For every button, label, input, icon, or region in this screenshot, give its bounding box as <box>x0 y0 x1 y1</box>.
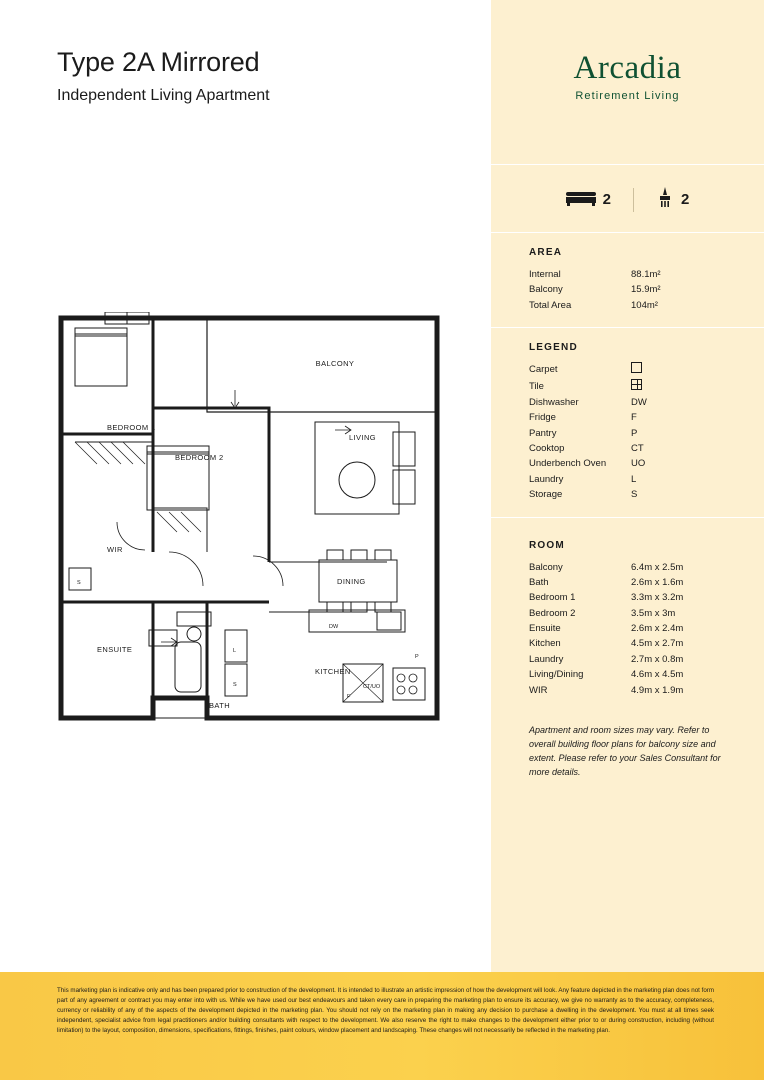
brand-block <box>491 0 764 102</box>
legend-label: Storage <box>529 489 563 501</box>
room-row <box>529 621 726 636</box>
legend-row <box>529 472 726 487</box>
brand-name: Arcadia <box>573 50 682 86</box>
area-row <box>529 282 726 297</box>
plan-label-bedroom1: BEDROOM 1 <box>107 423 156 432</box>
disclaimer-text: This marketing plan is indicative only and has been prepared prior to construction of the development. It is intended to illustrate an artistic impression of how the development will look. Any feature depicted in the marketing plan does not form part of any agreement or contract you may enter into with us. While we have used our best endeavours and taken every care in preparing the marketing plan to ensure its accuracy, we give no warranty as to the accuracy, completeness, currency or reliability of any of the aspects of the development depicted in the marketing plan. You should not rely on the marketing plan in making any decision to purchase a dwelling in the development. You must at all times seek independent, specialist advice from legal practitioners and/or building consultants with respect to the development. We also reserve the right to make changes to the development either prior to or during construction, including (without limitation) to the layout, composition, dimensions, specifications, fittings, finishes, paint colours, window placement and landscaping. These changes will not necessarily be reflected in the marketing plan. <box>57 987 714 1035</box>
room-value: 2.6m x 2.4m <box>631 623 684 634</box>
room-row <box>529 606 726 621</box>
floor-plan-drawing <box>57 312 441 732</box>
plan-label-dw: DW <box>329 624 339 630</box>
legend-label: Laundry <box>529 473 564 485</box>
features-row <box>491 165 764 232</box>
info-panel <box>490 0 764 1080</box>
legend-value: L <box>631 473 637 485</box>
room-row <box>529 683 726 698</box>
legend-label: Dishwasher <box>529 396 579 408</box>
plan-label-living: LIVING <box>349 433 376 442</box>
legend-row <box>529 362 726 378</box>
plan-label-ctuo: CT/UO <box>363 684 381 690</box>
legend-section <box>491 328 764 516</box>
legend-value: S <box>631 489 638 501</box>
room-value: 3.5m x 3m <box>631 607 676 619</box>
area-label: Internal <box>529 269 561 280</box>
room-section <box>491 518 764 712</box>
legend-value: DW <box>631 396 647 408</box>
room-value: 4.9m x 1.9m <box>631 684 684 696</box>
footer-disclaimer-bar <box>0 972 764 1080</box>
area-title: AREA <box>529 247 563 258</box>
area-value: 15.9m² <box>631 284 661 296</box>
plan-label-s2: S <box>77 580 81 586</box>
room-value: 4.6m x 4.5m <box>631 669 684 681</box>
plan-label-balcony: BALCONY <box>315 359 355 368</box>
brand-tagline: Retirement Living <box>575 90 680 102</box>
room-title: ROOM <box>529 539 565 551</box>
legend-value: F <box>631 412 637 424</box>
room-note: Apartment and room sizes may vary. Refer to overall building floor plans for balcony size and extent. Please refer to your Sales Consultant for more details. <box>529 724 721 777</box>
bath-count: 2 <box>681 191 690 208</box>
legend-row <box>529 410 726 425</box>
legend-value: P <box>631 427 638 439</box>
plan-label-kitchen: KITCHEN <box>315 667 351 676</box>
legend-value: CT <box>631 443 644 454</box>
room-row <box>529 575 726 590</box>
room-value: 2.6m x 1.6m <box>631 576 684 588</box>
bath-icon <box>656 187 674 212</box>
room-label: Bedroom 1 <box>529 592 576 604</box>
bedrooms-feature <box>544 188 633 211</box>
area-row <box>529 267 726 282</box>
room-label: Bedroom 2 <box>529 607 576 619</box>
plan-label-f: F <box>347 694 351 700</box>
room-row <box>529 590 726 605</box>
carpet-swatch-icon <box>631 362 726 378</box>
room-label: WIR <box>529 684 548 696</box>
bed-icon <box>566 188 596 211</box>
plan-label-dining: DINING <box>337 577 366 586</box>
area-value: 88.1m² <box>631 269 661 280</box>
page-subtitle: Independent Living Apartment <box>57 86 270 104</box>
plan-label-p: P <box>415 654 419 660</box>
area-label: Balcony <box>529 284 563 296</box>
area-value: 104m² <box>631 299 658 311</box>
plan-label-ensuite: ENSUITE <box>97 645 133 654</box>
room-label: Bath <box>529 576 549 588</box>
legend-label: Tile <box>529 380 544 392</box>
area-section <box>491 233 764 327</box>
plan-label-s1: S <box>233 682 237 688</box>
room-label: Balcony <box>529 561 563 573</box>
plan-label-bath: BATH <box>209 701 231 710</box>
room-row <box>529 636 726 651</box>
legend-title: LEGEND <box>529 342 578 354</box>
room-label: Kitchen <box>529 638 561 650</box>
legend-row <box>529 441 726 456</box>
bathrooms-feature <box>634 187 711 212</box>
legend-label: Underbench Oven <box>529 458 607 470</box>
legend-label: Cooktop <box>529 443 565 454</box>
room-label: Laundry <box>529 653 564 665</box>
legend-value: UO <box>631 458 646 470</box>
room-row <box>529 667 726 682</box>
plan-label-wir: WIR <box>107 545 123 554</box>
room-label: Ensuite <box>529 623 561 634</box>
legend-row <box>529 395 726 410</box>
room-row <box>529 560 726 575</box>
area-row <box>529 298 726 313</box>
room-value: 2.7m x 0.8m <box>631 653 684 665</box>
room-row <box>529 652 726 667</box>
legend-label: Fridge <box>529 412 556 424</box>
page-title: Type 2A Mirrored <box>57 47 260 77</box>
legend-row <box>529 379 726 395</box>
plan-label-bedroom2: BEDROOM 2 <box>175 453 224 462</box>
legend-label: Carpet <box>529 364 558 376</box>
room-label: Living/Dining <box>529 669 584 681</box>
legend-row <box>529 456 726 471</box>
legend-row <box>529 487 726 502</box>
room-value: 3.3m x 3.2m <box>631 592 684 604</box>
tile-swatch-icon <box>631 379 726 395</box>
room-value: 4.5m x 2.7m <box>631 638 684 650</box>
bed-count: 2 <box>602 191 611 208</box>
room-value: 6.4m x 2.5m <box>631 561 684 573</box>
plan-label-l: L <box>233 648 237 654</box>
area-label: Total Area <box>529 299 572 311</box>
legend-row <box>529 426 726 441</box>
title-block <box>57 48 270 105</box>
legend-label: Pantry <box>529 427 557 439</box>
